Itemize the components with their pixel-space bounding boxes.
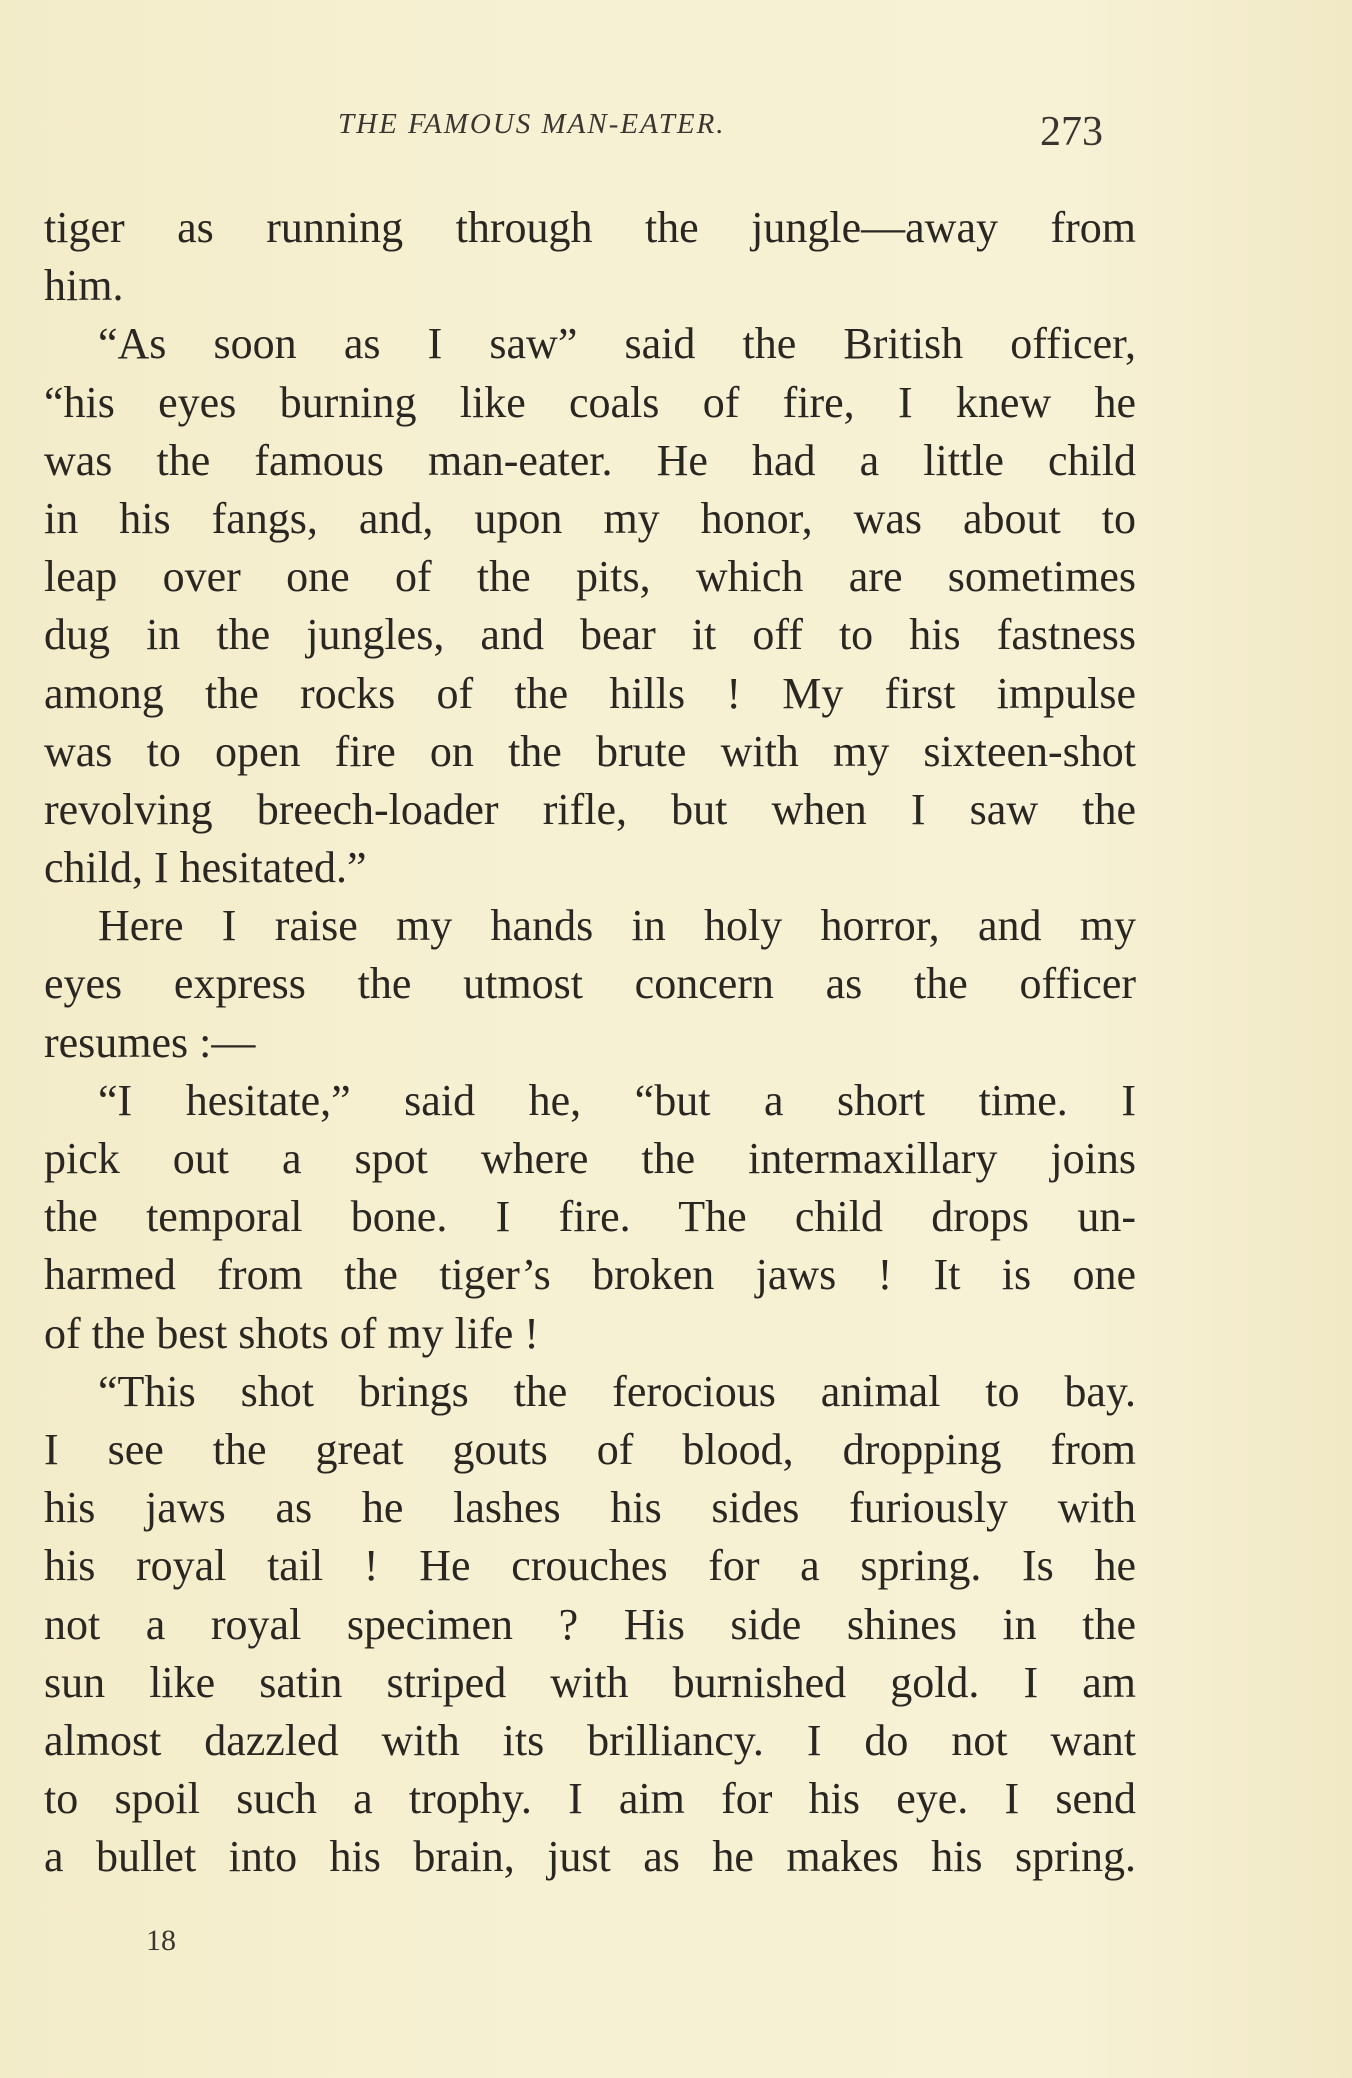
text-line: “I hesitate,” said he, “but a short time. I [98, 1075, 1136, 1125]
text-line: revolving breech-loader rifle, but when I saw the [44, 784, 1136, 834]
text-line: Here I raise my hands in holy horror, and my [98, 901, 1136, 951]
text-line: a bullet into his brain, just as he makes his spring. [44, 1832, 1136, 1882]
text-line: was the famous man-eater. He had a little child [44, 435, 1136, 485]
signature-mark: 18 [146, 1924, 176, 1957]
text-line: resumes :— [44, 1017, 256, 1067]
text-line: pick out a spot where the intermaxillary joins [44, 1134, 1136, 1183]
text-line: dug in the jungles, and bear it off to his fastness [44, 610, 1136, 660]
text-line: of the best shots of my life ! [44, 1308, 539, 1358]
text-line: eyes express the utmost concern as the officer [44, 959, 1136, 1009]
text-line: leap over one of the pits, which are sometimes [44, 552, 1136, 602]
text-line: among the rocks of the hills ! My first impulse [44, 668, 1136, 718]
text-line: “his eyes burning like coals of fire, I knew he [44, 377, 1136, 427]
text-line: in his fangs, and, upon my honor, was about to [44, 493, 1136, 543]
text-line: almost dazzled with its brilliancy. I do not want [44, 1715, 1136, 1765]
text-line: his royal tail ! He crouches for a spring. Is he [44, 1541, 1136, 1591]
text-line: him. [44, 261, 124, 311]
running-head: THE FAMOUS MAN-EATER. [338, 108, 726, 140]
text-line: I see the great gouts of blood, dropping from [44, 1424, 1136, 1474]
text-line: to spoil such a trophy. I aim for his eye. I send [44, 1774, 1136, 1824]
page-number: 273 [1040, 109, 1103, 155]
text-line: child, I hesitated.” [44, 843, 367, 893]
text-line: not a royal specimen ? His side shines in the [44, 1599, 1136, 1649]
body-text [44, 199, 1136, 1886]
text-line: “As soon as I saw” said the British officer, [98, 319, 1136, 369]
text-line: the temporal bone. I fire. The child drops un- [44, 1192, 1136, 1242]
text-line: sun like satin striped with burnished gold. I am [44, 1657, 1136, 1707]
text-line: was to open fire on the brute with my sixteen-shot [44, 726, 1136, 776]
text-line: harmed from the tiger’s broken jaws ! It is one [44, 1250, 1136, 1300]
text-line: his jaws as he lashes his sides furiously with [44, 1483, 1136, 1533]
text-line: tiger as running through the jungle—away from [44, 203, 1136, 252]
text-line: “This shot brings the ferocious animal to bay. [98, 1366, 1136, 1416]
